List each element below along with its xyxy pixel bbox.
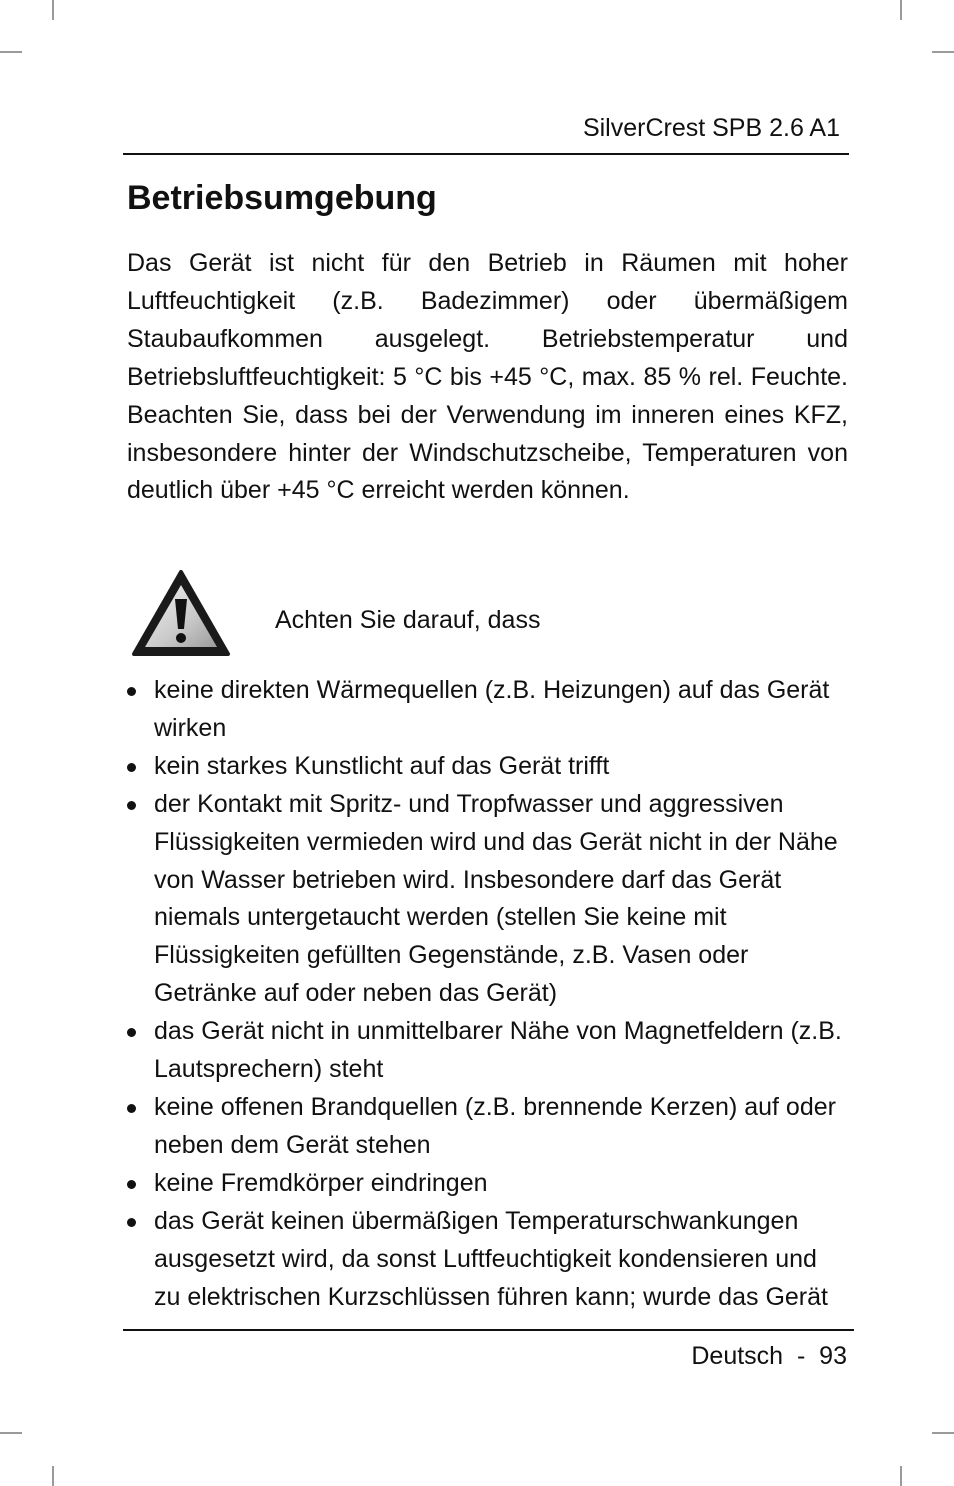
crop-mark <box>932 1432 954 1434</box>
list-item-text: das Gerät nicht in unmittelbarer Nähe von Magnetfeldern (z.B. Lautsprechern) steht <box>154 1017 842 1084</box>
header-rule <box>123 153 849 155</box>
warning-triangle-icon <box>131 569 231 657</box>
bullet-icon <box>127 1028 136 1037</box>
list-item <box>127 1013 847 1089</box>
crop-mark <box>0 51 22 53</box>
list-item-text: keine offenen Brandquellen (z.B. brennende Kerzen) auf oder neben dem Gerät stehen <box>154 1092 836 1159</box>
header-product-title: SilverCrest SPB 2.6 A1 <box>582 114 840 142</box>
footer-page-label: Deutsch - 93 <box>691 1342 847 1370</box>
crop-mark <box>0 1432 22 1434</box>
warning-bullet-list <box>127 672 847 1316</box>
footer-rule <box>123 1329 854 1331</box>
list-item <box>127 786 847 1013</box>
section-title: Betriebsumgebung <box>127 179 437 217</box>
crop-mark <box>900 0 902 20</box>
list-item-text: der Kontakt mit Spritz- und Tropfwasser und aggressiven Flüssigkeiten vermieden wird und das Gerät nicht in der Nähe von Wasser betrieben wird. Insbesondere darf das Gerät niemals untergetaucht werden (stellen Sie keine mit Flüssigkeiten gefüllten Gegenstände, z.B. Vasen oder Getränke auf oder neben das Gerät) <box>154 789 838 1008</box>
bullet-icon <box>127 1180 136 1189</box>
list-item-text: das Gerät keinen übermäßigen Temperaturschwankungen ausgesetzt wird, da sonst Luftfeuchtigkeit kondensieren und zu elektrischen Kurzschlüssen führen kann; wurde das Gerät <box>154 1206 828 1311</box>
list-item <box>127 748 847 786</box>
list-item-text: keine direkten Wärmequellen (z.B. Heizungen) auf das Gerät wirken <box>154 676 830 742</box>
list-item <box>127 1203 847 1317</box>
list-item <box>127 672 847 748</box>
list-item <box>127 1165 847 1203</box>
list-item <box>127 1089 847 1165</box>
bullet-icon <box>127 1104 136 1113</box>
crop-mark <box>52 1466 54 1486</box>
bullet-icon <box>127 687 136 696</box>
list-item-text: keine Fremdkörper eindringen <box>154 1168 488 1197</box>
crop-mark <box>52 0 54 20</box>
warning-intro-text: Achten Sie darauf, dass <box>275 606 541 634</box>
bullet-icon <box>127 1218 136 1227</box>
crop-mark <box>900 1466 902 1486</box>
bullet-icon <box>127 801 136 810</box>
body-paragraph: Das Gerät ist nicht für den Betrieb in Räumen mit hoher Luftfeuchtigkeit (z.B. Badezimmer) oder übermäßigem Staubaufkommen ausgelegt. Betriebstemperatur und Betriebsluftfeuchtigkeit: 5 °C bis +45 °C, max. 85 % rel. Feuchte. Beachten Sie, dass bei der Verwendung im inneren eines KFZ, insbesondere hinter der Windschutzscheibe, Temperaturen von deutlich über +45 °C erreicht werden können. <box>127 249 848 505</box>
list-item-text: kein starkes Kunstlicht auf das Gerät trifft <box>154 751 610 780</box>
crop-mark <box>932 51 954 53</box>
bullet-icon <box>127 763 136 772</box>
